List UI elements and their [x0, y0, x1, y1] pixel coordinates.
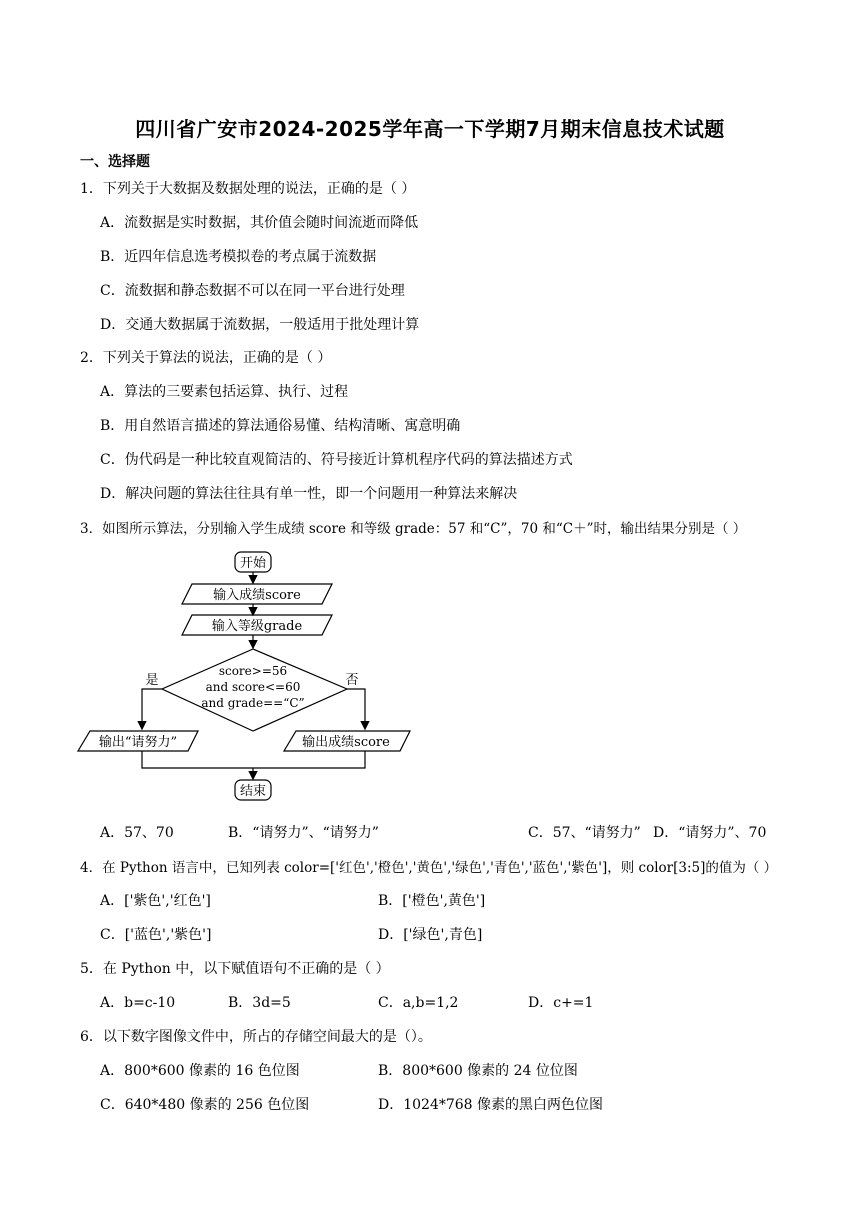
flow-end-label: 结束	[239, 784, 267, 799]
flow-cond-line-2: and score<=60	[205, 680, 301, 694]
flow-output-yes-label: 输出“请努力”	[98, 735, 178, 750]
question-4-option-a: A．['紫色','红色']	[100, 893, 211, 909]
question-6-option-c: C．640*480 像素的 256 色位图	[100, 1097, 310, 1113]
question-2-option-a: A．算法的三要素包括运算、执行、过程	[100, 384, 349, 400]
page-title: 四川省广安市2024-2025学年高一下学期7月期末信息技术试题	[135, 117, 725, 141]
question-4-stem: 4．在 Python 语言中，已知列表 color=['红色','橙色','黄色','绿色','青色','蓝色','紫色']，则 color[3:5]的值为（ ）	[80, 860, 778, 876]
question-1-option-d: D．交通大数据属于流数据，一般适用于批处理计算	[100, 317, 420, 333]
question-4-option-d: D．['绿色',青色]	[378, 927, 483, 943]
question-1-stem: 1．下列关于大数据及数据处理的说法，正确的是（ ）	[80, 181, 416, 197]
question-1-option-a: A．流数据是实时数据，其价值会随时间流逝而降低	[100, 215, 419, 231]
flow-input-score-label: 输入成绩score	[213, 588, 301, 603]
flow-cond-line-3: and grade==“C”	[201, 696, 305, 710]
question-3-option-a: A．57、70	[100, 825, 174, 841]
question-6-option-d: D．1024*768 像素的黑白两色位图	[378, 1097, 604, 1113]
question-1-option-c: C．流数据和静态数据不可以在同一平台进行处理	[100, 283, 405, 299]
flow-input-grade-label: 输入等级grade	[211, 619, 303, 634]
question-5-option-a: A．b=c-10	[100, 995, 176, 1011]
question-2-option-c: C．伪代码是一种比较直观简洁的、符号接近计算机程序代码的算法描述方式	[100, 452, 573, 468]
question-5-stem: 5．在 Python 中，以下赋值语句不正确的是（ ）	[80, 961, 390, 977]
question-3-option-b: B．“请努力”、“请努力”	[228, 825, 379, 841]
question-6-option-b: B．800*600 像素的 24 位位图	[378, 1063, 578, 1079]
section-heading: 一、选择题	[80, 154, 150, 170]
flow-no-label: 否	[345, 673, 359, 688]
question-5-option-c: C．a,b=1,2	[378, 995, 459, 1011]
question-3-option-c: C．57、“请努力”	[528, 825, 641, 841]
flowchart	[70, 548, 430, 808]
question-2-option-b: B．用自然语言描述的算法通俗易懂、结构清晰、寓意明确	[100, 418, 461, 434]
question-5-option-d: D．c+=1	[528, 995, 594, 1011]
question-2-option-d: D．解决问题的算法往往具有单一性，即一个问题用一种算法来解决	[100, 486, 518, 502]
question-6-option-a: A．800*600 像素的 16 色位图	[100, 1063, 300, 1079]
question-1-option-b: B．近四年信息选考模拟卷的考点属于流数据	[100, 249, 377, 265]
question-3-option-d: D．“请努力”、70	[653, 825, 767, 841]
question-5-option-b: B．3d=5	[228, 995, 291, 1011]
question-4-option-c: C．['蓝色','紫色']	[100, 927, 212, 943]
flow-start-label: 开始	[239, 556, 267, 571]
flow-output-no-label: 输出成绩score	[302, 735, 390, 750]
question-4-option-b: B．['橙色',黄色']	[378, 893, 486, 909]
flow-cond-line-1: score>=56	[218, 664, 288, 678]
question-3-stem: 3．如图所示算法，分别输入学生成绩 score 和等级 grade：57 和“C”，70 和“C＋”时，输出结果分别是（ ）	[80, 521, 747, 537]
flow-yes-label: 是	[145, 673, 159, 688]
question-2-stem: 2．下列关于算法的说法，正确的是（ ）	[80, 350, 332, 366]
question-6-stem: 6．以下数字图像文件中，所占的存储空间最大的是（）。	[80, 1029, 432, 1045]
